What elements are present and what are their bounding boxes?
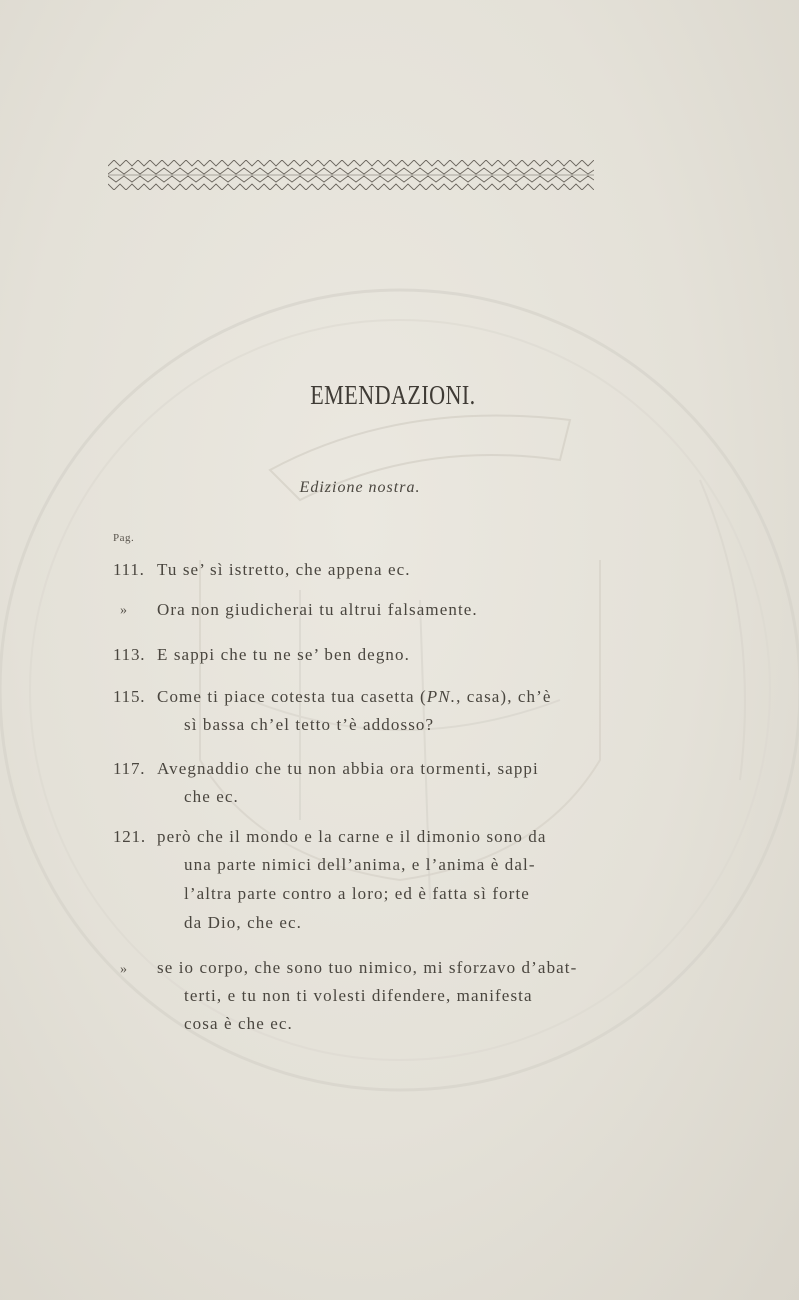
manuscript-siglum: PN.	[426, 687, 457, 706]
entry-text-line: l’altra parte contro a loro; ed è fatta sì forte	[184, 884, 530, 903]
entry-text-line: cosa è che ec.	[184, 1014, 293, 1033]
ditto-mark: »	[120, 962, 127, 977]
entry-text-line: una parte nimici dell’anima, e l’anima è dal-	[184, 855, 536, 874]
entry-text-line: terti, e tu non ti volesti difendere, manifesta	[184, 986, 533, 1005]
entry-text-line: Tu se’ sì istretto, che appena ec.	[157, 560, 411, 579]
decorative-border-ornament	[108, 160, 594, 190]
ditto-mark: »	[120, 603, 127, 618]
page-column-label: Pag.	[113, 532, 135, 544]
entry-text-line: da Dio, che ec.	[184, 913, 302, 932]
entry-text-line: Avegnaddio che tu non abbia ora tormenti, sappi	[157, 759, 539, 778]
entry-text-segment: Come ti piace cotesta tua casetta (	[157, 687, 427, 706]
page-number: 115.	[113, 687, 146, 706]
entry-text-line: che ec.	[184, 787, 239, 806]
page-title: EMENDAZIONI.	[310, 380, 476, 410]
entry-text-line: però che il mondo e la carne e il dimonio sono da	[157, 827, 547, 846]
entry-text-line: se io corpo, che sono tuo nimico, mi sforzavo d’abat-	[157, 958, 578, 977]
page-number: 121.	[113, 827, 146, 846]
entry-text-line: Ora non giudicherai tu altrui falsamente.	[157, 600, 478, 619]
page-number: 117.	[113, 759, 146, 778]
entry-text-line	[157, 687, 552, 707]
page-number: 111.	[113, 560, 145, 579]
page-number: 113.	[113, 645, 146, 664]
entry-text-segment: , casa), ch’è	[456, 687, 552, 706]
page-subtitle: Edizione nostra.	[299, 479, 421, 496]
entry-text-line: sì bassa ch’el tetto t’è addosso?	[184, 715, 435, 734]
entry-text-line: E sappi che tu ne se’ ben degno.	[157, 645, 410, 664]
